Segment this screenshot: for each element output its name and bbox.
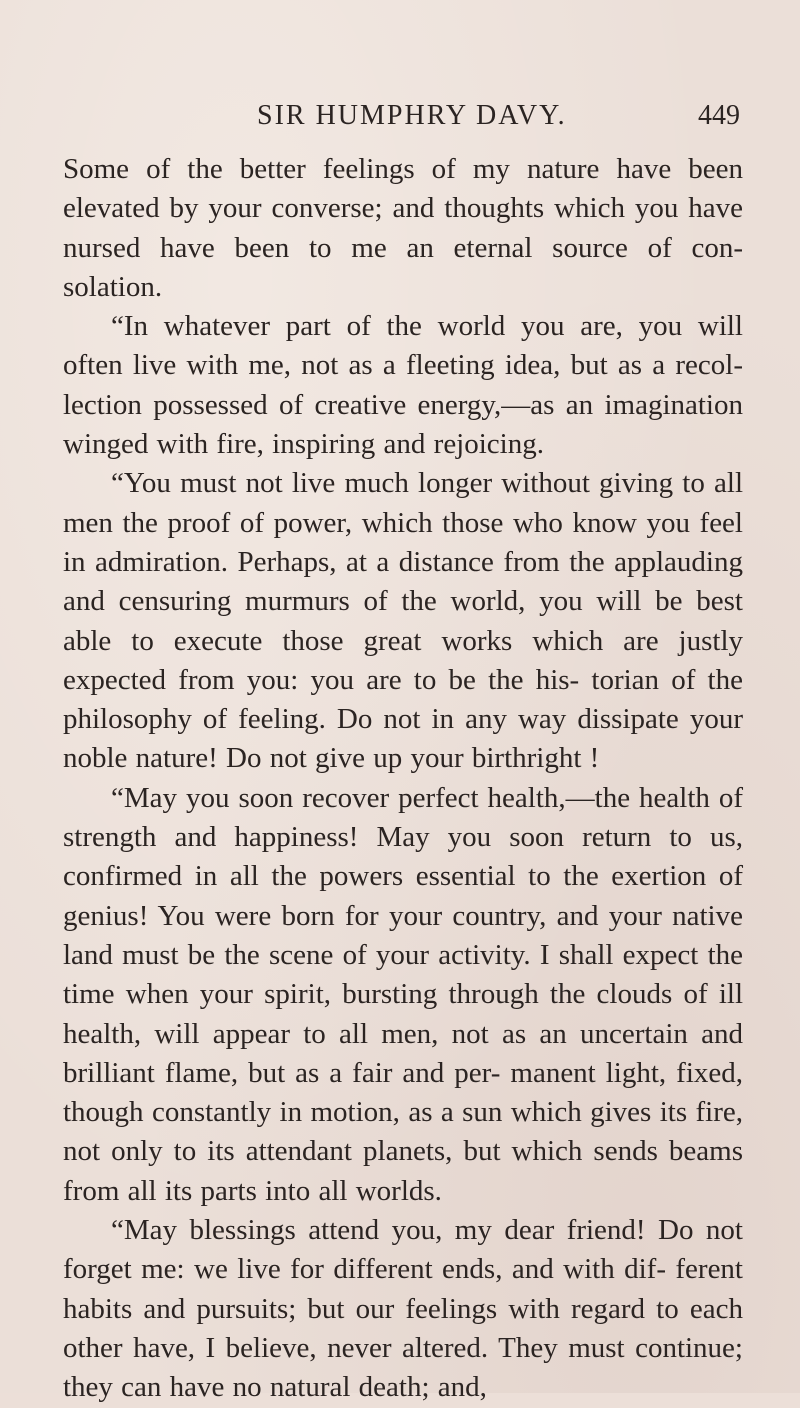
body-text: [63, 150, 743, 1408]
paragraph: “May you soon recover perfect health,—the health of strength and happiness! May you soon return to us, confirmed in all the powers essential to the exertion of genius! You were born for your country, and your native land must be the scene of your activity. I shall expect the time when your spirit, bursting through the clouds of ill health, will appear to all men, not as an uncertain and brilliant flame, but as a fair and per- manent light, fixed, though constantly in motion, as a sun which gives its fire, not only to its attendant planets, but which sends beams from all its parts into all worlds.: [63, 781, 743, 1207]
page-number: 449: [698, 100, 740, 131]
running-head-title: SIR HUMPHRY DAVY.: [257, 100, 567, 131]
running-head: [60, 100, 740, 140]
paragraph: Some of the better feelings of my nature have been elevated by your converse; and thoughts which you have nursed have been to me an eternal source of con- solation.: [63, 153, 743, 303]
paragraph: “You must not live much longer without giving to all men the proof of power, which those who know you feel in admiration. Perhaps, at a distance from the applauding and censuring murmurs of the world, you will be best able to execute those great works which are justly expected from you: you are to be the his- torian of the philosophy of feeling. Do not in any way dissipate your noble nature! Do not give up your birthright !: [63, 467, 743, 775]
paragraph: “May blessings attend you, my dear friend! Do not forget me: we live for different ends, and with dif- ferent habits and pursuits; but our feelings with regard to each other have, I believe, never altered. They must continue; they can have no natural death; and,: [63, 1214, 743, 1404]
paragraph: “In whatever part of the world you are, you will often live with me, not as a fleeting idea, but as a recol- lection possessed of creative energy,—as an imagination winged with fire, inspiring and rejoicing.: [63, 310, 743, 461]
